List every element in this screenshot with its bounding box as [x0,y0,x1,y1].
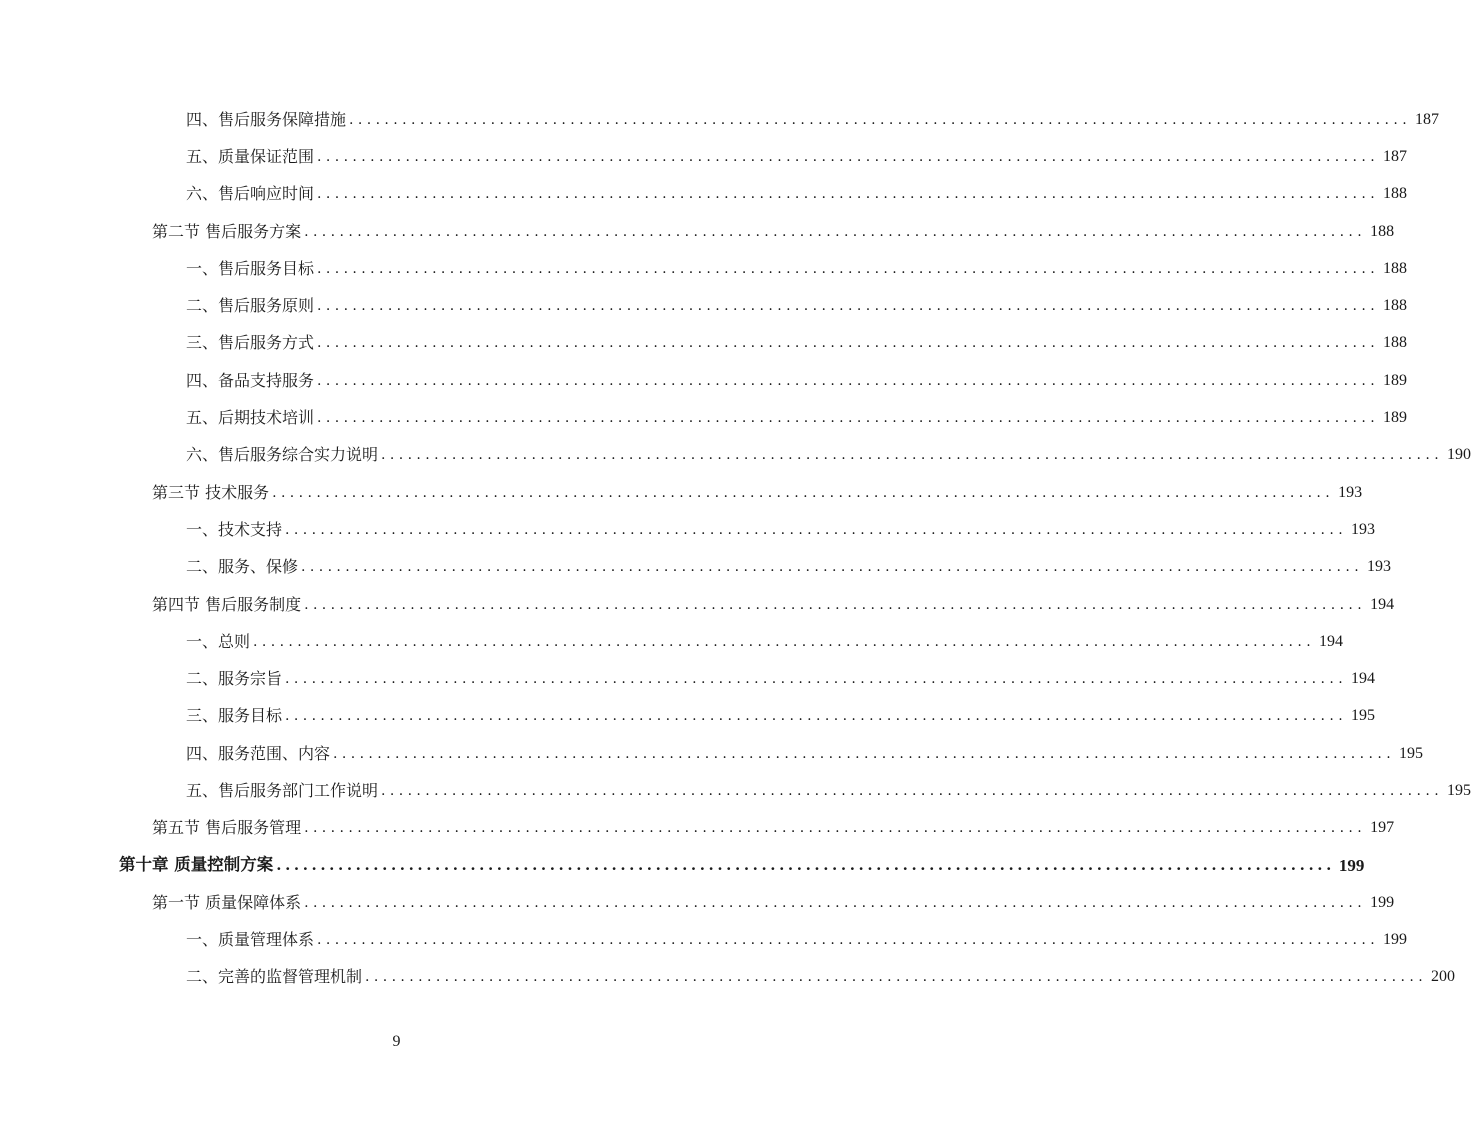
toc-dot-leader: ........................................................................................................................ [317,260,1380,277]
toc-entry-page-number: 200 [1431,968,1456,986]
toc-dot-leader: ........................................................................................................................ [301,559,1364,576]
toc-entry-page-number: 199 [1338,856,1365,876]
toc-entry-page-number: 193 [1367,558,1392,576]
toc-dot-leader: ........................................................................................................................ [276,856,1335,875]
toc-subsection-entry[interactable] [0,623,1344,660]
toc-dot-leader: ........................................................................................................................ [317,298,1380,315]
toc-entry-title: 四、备品支持服务 [186,370,315,390]
toc-entry-page-number: 190 [1447,446,1471,464]
toc-subsection-entry[interactable] [0,399,1408,436]
toc-subsection-entry[interactable] [0,325,1408,362]
toc-entry-page-number: 188 [1383,259,1408,277]
toc-dot-leader: ........................................................................................................................ [304,596,1367,613]
toc-entry-title: 二、服务宗旨 [186,669,283,689]
table-of-contents [0,101,1471,996]
toc-entry-title: 六、售后服务综合实力说明 [186,445,379,465]
toc-dot-leader: ........................................................................................................................ [253,633,1316,650]
toc-entry-title: 五、售后服务部门工作说明 [186,780,379,800]
toc-entry-page-number: 193 [1338,483,1363,501]
toc-dot-leader: ........................................................................................................................ [285,708,1348,725]
toc-entry-title: 五、质量保证范围 [186,146,315,166]
toc-dot-leader: ........................................................................................................................ [381,782,1444,799]
toc-dot-leader: ........................................................................................................................ [365,969,1428,986]
toc-subsection-entry[interactable] [0,922,1408,959]
toc-section-entry[interactable] [0,213,1395,250]
toc-dot-leader: ........................................................................................................................ [285,671,1348,688]
toc-entry-title: 三、售后服务方式 [186,333,315,353]
toc-entry-page-number: 194 [1319,632,1344,650]
toc-chapter-entry[interactable] [0,847,1365,884]
toc-dot-leader: ........................................................................................................................ [317,410,1380,427]
toc-dot-leader: ........................................................................................................................ [304,820,1367,837]
toc-entry-page-number: 189 [1383,371,1408,389]
toc-dot-leader: ........................................................................................................................ [349,111,1412,128]
toc-entry-page-number: 195 [1351,707,1376,725]
toc-entry-page-number: 195 [1447,781,1471,799]
toc-entry-title: 四、服务范围、内容 [186,743,331,763]
toc-dot-leader: ........................................................................................................................ [304,894,1367,911]
toc-entry-page-number: 187 [1383,147,1408,165]
toc-subsection-entry[interactable] [0,362,1408,399]
toc-entry-page-number: 188 [1383,185,1408,203]
toc-subsection-entry[interactable] [0,511,1376,548]
toc-entry-title: 一、质量管理体系 [186,930,315,950]
toc-entry-page-number: 199 [1370,893,1395,911]
toc-entry-page-number: 189 [1383,409,1408,427]
toc-entry-title: 第十章 质量控制方案 [119,855,274,875]
toc-entry-page-number: 193 [1351,520,1376,538]
toc-entry-title: 二、售后服务原则 [186,296,315,316]
toc-entry-page-number: 188 [1370,222,1395,240]
toc-dot-leader: ........................................................................................................................ [272,484,1335,501]
toc-entry-title: 第五节 售后服务管理 [152,818,302,838]
toc-entry-title: 第四节 售后服务制度 [152,594,302,614]
toc-subsection-entry[interactable] [0,138,1408,175]
toc-subsection-entry[interactable] [0,660,1376,697]
toc-entry-title: 六、售后响应时间 [186,184,315,204]
toc-section-entry[interactable] [0,474,1363,511]
toc-entry-title: 第二节 售后服务方案 [152,221,302,241]
toc-subsection-entry[interactable] [0,959,1456,996]
toc-entry-title: 二、服务、保修 [186,557,299,577]
toc-section-entry[interactable] [0,884,1395,921]
toc-subsection-entry[interactable] [0,698,1376,735]
toc-entry-title: 五、后期技术培训 [186,408,315,428]
toc-dot-leader: ........................................................................................................................ [317,372,1380,389]
toc-entry-title: 二、完善的监督管理机制 [186,967,363,987]
toc-entry-title: 第三节 技术服务 [152,482,270,502]
toc-entry-title: 一、售后服务目标 [186,258,315,278]
toc-entry-page-number: 197 [1370,819,1395,837]
toc-entry-page-number: 187 [1415,110,1440,128]
toc-entry-title: 一、技术支持 [186,519,283,539]
toc-entry-page-number: 188 [1383,297,1408,315]
page-number: 9 [392,1033,401,1050]
toc-dot-leader: ........................................................................................................................ [333,745,1396,762]
toc-subsection-entry[interactable] [0,287,1408,324]
toc-dot-leader: ........................................................................................................................ [317,148,1380,165]
toc-dot-leader: ........................................................................................................................ [285,521,1348,538]
toc-entry-page-number: 194 [1351,670,1376,688]
toc-subsection-entry[interactable] [0,437,1471,474]
toc-dot-leader: ........................................................................................................................ [317,335,1380,352]
toc-dot-leader: ........................................................................................................................ [317,932,1380,949]
toc-subsection-entry[interactable] [0,176,1408,213]
toc-subsection-entry[interactable] [0,735,1424,772]
toc-subsection-entry[interactable] [0,101,1440,138]
toc-entry-page-number: 195 [1399,744,1424,762]
toc-entry-title: 一、总则 [186,631,251,651]
toc-dot-leader: ........................................................................................................................ [304,223,1367,240]
toc-entry-title: 三、服务目标 [186,706,283,726]
toc-section-entry[interactable] [0,586,1395,623]
toc-entry-page-number: 188 [1383,334,1408,352]
toc-dot-leader: ........................................................................................................................ [381,447,1444,464]
toc-entry-title: 四、售后服务保障措施 [186,109,347,129]
toc-entry-title: 第一节 质量保障体系 [152,892,302,912]
toc-subsection-entry[interactable] [0,250,1408,287]
toc-entry-page-number: 194 [1370,595,1395,613]
toc-subsection-entry[interactable] [0,549,1392,586]
toc-section-entry[interactable] [0,810,1395,847]
toc-subsection-entry[interactable] [0,772,1471,809]
toc-entry-page-number: 199 [1383,931,1408,949]
toc-dot-leader: ........................................................................................................................ [317,186,1380,203]
